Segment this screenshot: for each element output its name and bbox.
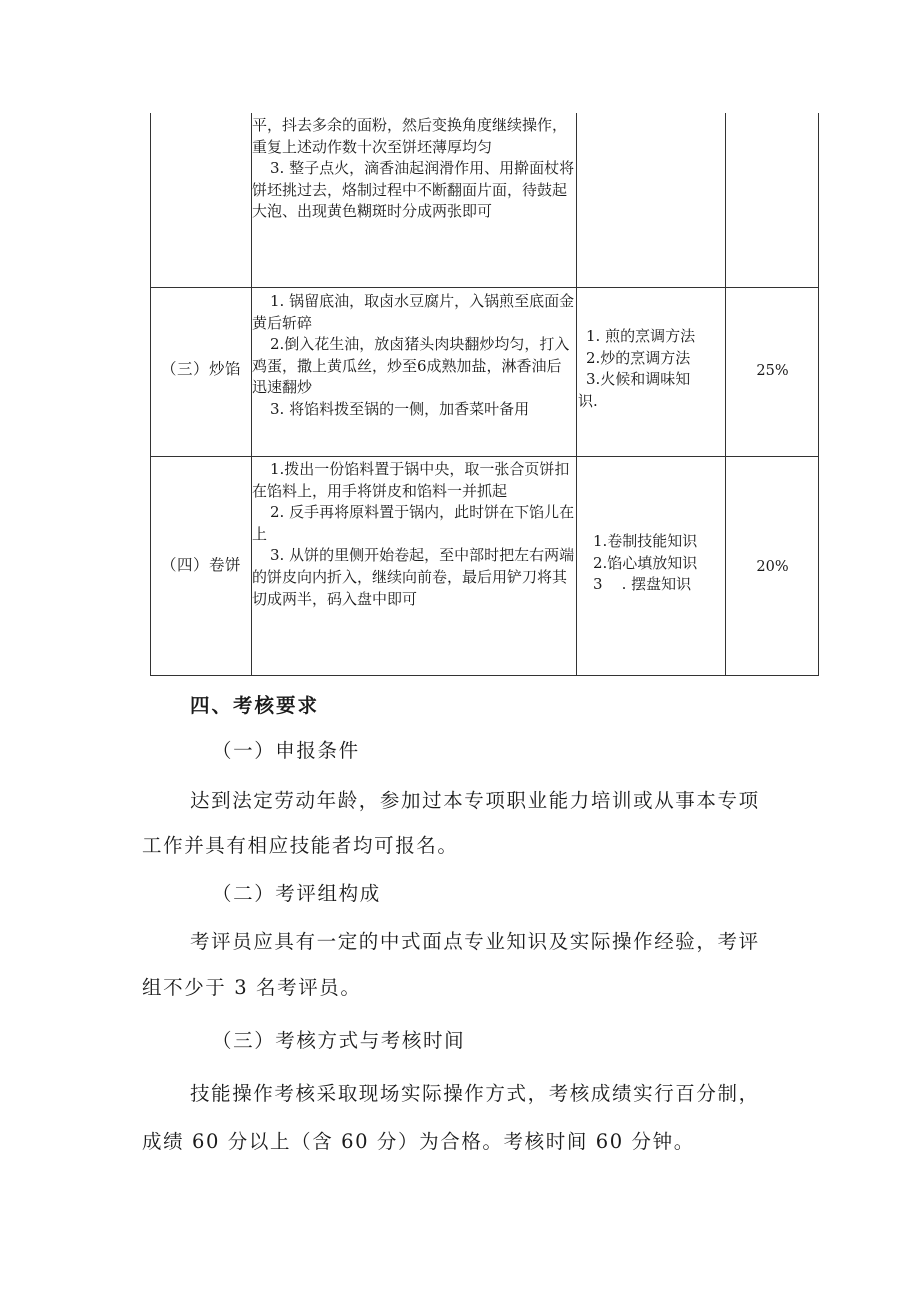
table-row-divider xyxy=(150,287,819,288)
knowledge-item: 2.炒的烹调方法 xyxy=(586,348,691,367)
paragraph-line: 考评员应具有一定的中式面点专业知识及实际操作经验，考评 xyxy=(190,930,760,953)
step-text: 平，抖去多余的面粉，然后变换角度继续操作，重复上述动作数十次至饼坯薄厚均匀 xyxy=(252,116,568,156)
step-text: 2. 反手再将原料置于锅内，此时饼在下馅儿在上 xyxy=(252,503,575,543)
table-row-continuation-steps xyxy=(252,115,576,223)
step-text: 3. 整子点火，滴香油起润滑作用、用擀面杖将饼坯挑过去，烙制过程中不断翻面片面，待鼓起大泡、出现黄色糊斑时分成两张即可 xyxy=(252,159,575,221)
knowledge-list xyxy=(578,326,726,412)
table-row-filling-steps xyxy=(252,291,576,421)
subsection-heading: （一）申报条件 xyxy=(212,739,360,762)
paragraph-line: 成绩 60 分以上（含 60 分）为合格。考核时间 60 分钟。 xyxy=(142,1130,695,1153)
paragraph-line: 组不少于 3 名考评员。 xyxy=(142,976,362,999)
knowledge-item: 1.卷制技能知识 xyxy=(593,532,698,550)
weight-value: 25% xyxy=(756,363,789,379)
table-border-bottom xyxy=(150,675,819,676)
assessment-table xyxy=(150,113,819,676)
knowledge-item: 识. xyxy=(578,391,598,410)
paragraph-line: 达到法定劳动年龄，参加过本专项职业能力培训或从事本专项 xyxy=(190,789,760,812)
knowledge-item: 3.火候和调味知 xyxy=(586,370,691,389)
step-text: 3. 将馅料拨至锅的一侧，加香菜叶备用 xyxy=(270,399,530,418)
step-text: 1. 锅留底油，取卤水豆腐片，入锅煎至底面金黄后斩碎 xyxy=(252,292,575,332)
table-border-right xyxy=(818,113,819,676)
step-text: 1.拨出一份馅料置于锅中央，取一张合页饼扣在馅料上，用手将饼皮和馅料一并抓起 xyxy=(252,460,570,500)
subsection-heading: （二）考评组构成 xyxy=(212,882,381,905)
paragraph-line: 工作并具有相应技能者均可报名。 xyxy=(142,834,459,857)
knowledge-item: 1. 煎的烹调方法 xyxy=(586,327,696,345)
category-label: （三）炒馅 xyxy=(160,360,241,378)
subsection-heading: （三）考核方式与考核时间 xyxy=(212,1029,466,1052)
table-row-roll-steps xyxy=(252,459,576,610)
knowledge-item: 3 . 摆盘知识 xyxy=(593,575,692,594)
knowledge-list xyxy=(578,531,726,596)
table-border-col2 xyxy=(576,113,577,676)
paragraph-line: 技能操作考核采取现场实际操作方式，考核成绩实行百分制， xyxy=(190,1082,760,1105)
table-row-divider xyxy=(150,456,819,457)
table-border-left xyxy=(150,113,151,676)
weight-value: 20% xyxy=(756,559,789,575)
section-heading: 四、考核要求 xyxy=(190,694,320,717)
knowledge-item: 2.馅心填放知识 xyxy=(593,553,698,572)
category-label: （四）卷饼 xyxy=(160,556,241,574)
step-text: 3. 从饼的里侧开始卷起，至中部时把左右两端的饼皮向内折入，继续向前卷，最后用铲刀将其切成两半，码入盘中即可 xyxy=(252,546,575,608)
step-text: 2.倒入花生油，放卤猪头肉块翻炒均匀，打入鸡蛋，撒上黄瓜丝，炒至6成熟加盐，淋香油后迅速翻炒 xyxy=(252,335,570,397)
